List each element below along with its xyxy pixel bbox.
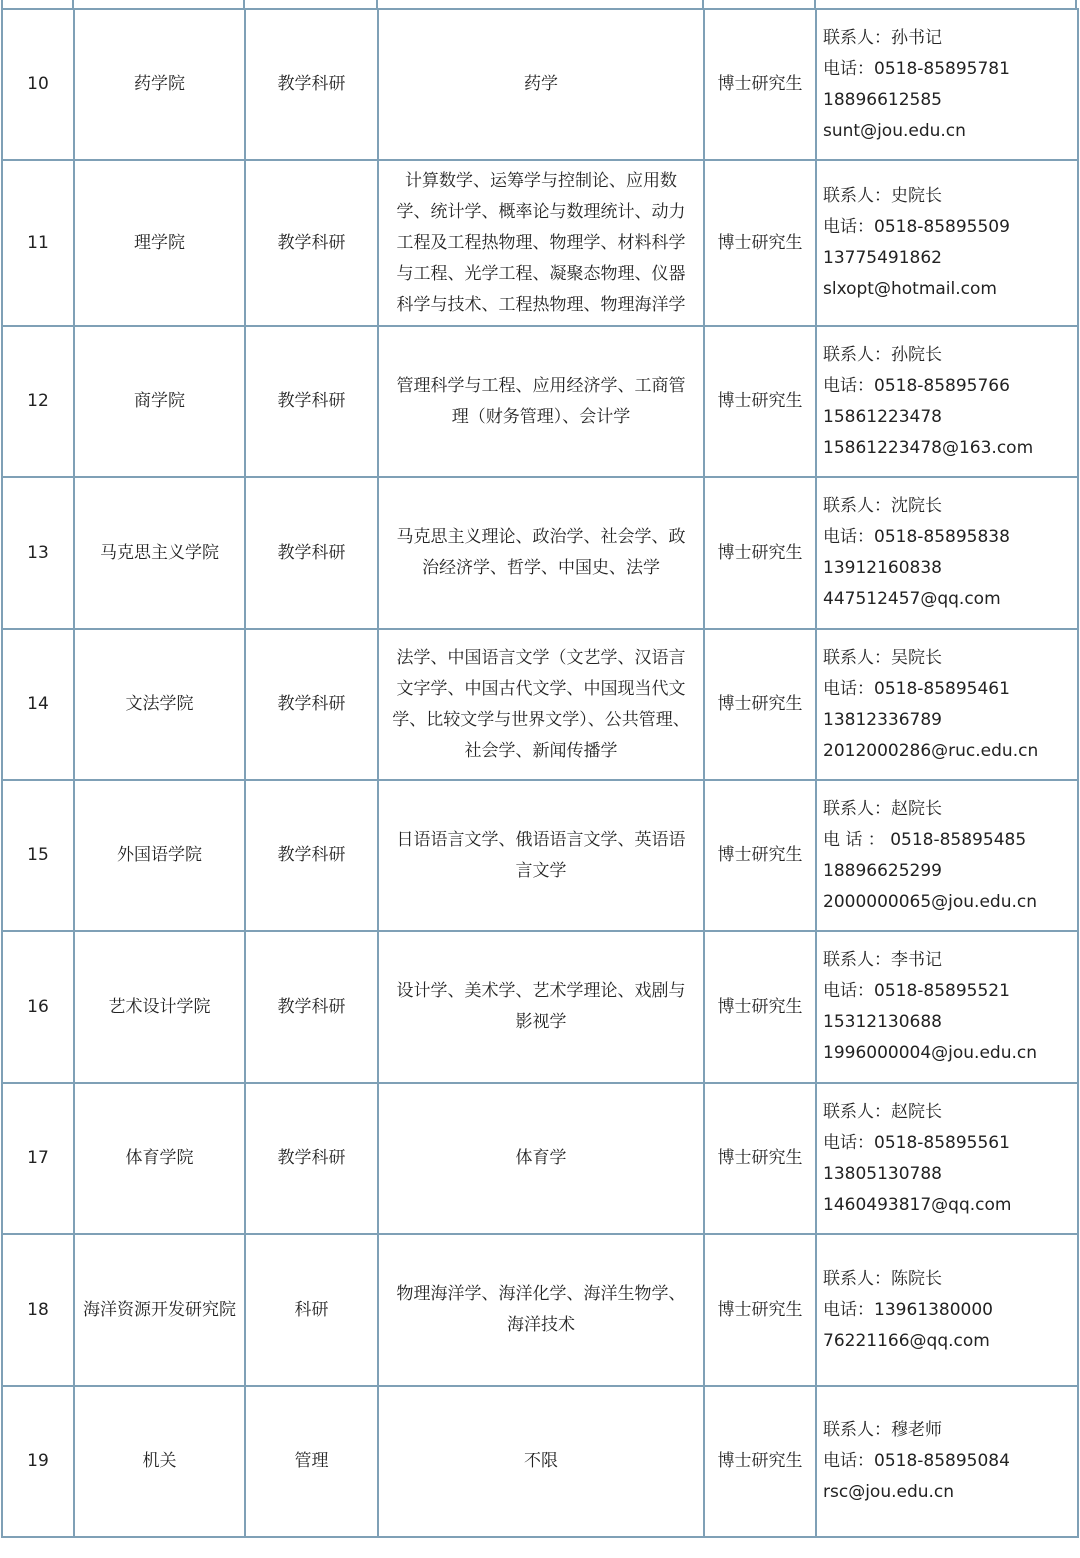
contact-person: 联系人：史院长 bbox=[823, 186, 942, 206]
table-row bbox=[2, 477, 1078, 629]
row-number: 10 bbox=[2, 9, 74, 160]
contact-person: 联系人：孙书记 bbox=[823, 27, 942, 48]
position-type: 科研 bbox=[245, 1234, 378, 1386]
contact-info bbox=[816, 9, 1078, 160]
contact-info bbox=[816, 477, 1078, 629]
contact-email[interactable]: rsc@jou.edu.cn bbox=[823, 1482, 955, 1502]
contact-person: 联系人：陈院长 bbox=[823, 1268, 942, 1289]
table-row bbox=[2, 780, 1078, 931]
unit-name: 文法学院 bbox=[74, 629, 245, 780]
row-number: 18 bbox=[2, 1234, 74, 1386]
contact-mobile: 18896625299 bbox=[823, 860, 942, 881]
major-requirements: 马克思主义理论、政治学、社会学、政治经济学、哲学、中国史、法学 bbox=[378, 477, 704, 629]
contact-email[interactable]: 447512457@qq.com bbox=[823, 589, 1001, 609]
contact-email[interactable]: slxopt@hotmail.com bbox=[823, 279, 997, 299]
contact-phone: 电话：0518-85895561 bbox=[823, 1132, 1010, 1153]
unit-name: 理学院 bbox=[74, 160, 245, 326]
contact-phone: 电 话 ： 0518-85895485 bbox=[823, 829, 1027, 850]
degree-requirement: 博士研究生 bbox=[704, 1234, 816, 1386]
contact-info bbox=[816, 160, 1078, 326]
degree-requirement: 博士研究生 bbox=[704, 1386, 816, 1537]
contact-person: 联系人：赵院长 bbox=[823, 1101, 942, 1122]
major-requirements: 设计学、美术学、艺术学理论、戏剧与影视学 bbox=[378, 931, 704, 1083]
contact-email[interactable]: 1996000004@jou.edu.cn bbox=[823, 1043, 1038, 1063]
table-row bbox=[2, 9, 1078, 160]
contact-info bbox=[816, 326, 1078, 477]
contact-info bbox=[816, 1234, 1078, 1386]
major-requirements: 不限 bbox=[378, 1386, 704, 1537]
row-number: 17 bbox=[2, 1083, 74, 1234]
contact-mobile: 13812336789 bbox=[823, 709, 942, 730]
position-type: 管理 bbox=[245, 1386, 378, 1537]
recruitment-table bbox=[1, 8, 1079, 1538]
contact-mobile: 13775491862 bbox=[823, 248, 942, 268]
degree-requirement: 博士研究生 bbox=[704, 477, 816, 629]
degree-requirement: 博士研究生 bbox=[704, 160, 816, 326]
contact-email[interactable]: 1460493817@qq.com bbox=[823, 1194, 1012, 1215]
position-type: 教学科研 bbox=[245, 477, 378, 629]
degree-requirement: 博士研究生 bbox=[704, 629, 816, 780]
unit-name: 艺术设计学院 bbox=[74, 931, 245, 1083]
unit-name: 海洋资源开发研究院 bbox=[74, 1234, 245, 1386]
contact-person: 联系人：孙院长 bbox=[823, 344, 942, 365]
contact-person: 联系人：李书记 bbox=[823, 950, 942, 970]
unit-name: 外国语学院 bbox=[74, 780, 245, 931]
degree-requirement: 博士研究生 bbox=[704, 780, 816, 931]
contact-email[interactable]: 2000000065@jou.edu.cn bbox=[823, 891, 1038, 912]
contact-email[interactable]: 15861223478@163.com bbox=[823, 437, 1034, 458]
degree-requirement: 博士研究生 bbox=[704, 9, 816, 160]
row-number: 11 bbox=[2, 160, 74, 326]
contact-info bbox=[816, 931, 1078, 1083]
row-number: 13 bbox=[2, 477, 74, 629]
contact-person: 联系人：穆老师 bbox=[823, 1420, 942, 1440]
row-number: 16 bbox=[2, 931, 74, 1083]
table-row bbox=[2, 1083, 1078, 1234]
contact-person: 联系人：赵院长 bbox=[823, 798, 942, 819]
contact-mobile: 13912160838 bbox=[823, 558, 942, 578]
contact-mobile: 15861223478 bbox=[823, 406, 942, 427]
contact-phone: 电话：0518-85895838 bbox=[823, 527, 1010, 547]
position-type: 教学科研 bbox=[245, 931, 378, 1083]
degree-requirement: 博士研究生 bbox=[704, 931, 816, 1083]
table-row bbox=[2, 1386, 1078, 1537]
contact-person: 联系人：吴院长 bbox=[823, 647, 942, 668]
row-number: 12 bbox=[2, 326, 74, 477]
contact-mobile: 18896612585 bbox=[823, 89, 942, 110]
contact-phone: 电话：0518-85895766 bbox=[823, 375, 1010, 396]
unit-name: 机关 bbox=[74, 1386, 245, 1537]
table-row bbox=[2, 1234, 1078, 1386]
unit-name: 马克思主义学院 bbox=[74, 477, 245, 629]
major-requirements: 计算数学、运筹学与控制论、应用数学、统计学、概率论与数理统计、动力工程及工程热物理、物理学、材料科学与工程、光学工程、凝聚态物理、仪器科学与技术、工程热物理、物理海洋学 bbox=[378, 160, 704, 326]
contact-phone: 电话：0518-85895084 bbox=[823, 1451, 1010, 1471]
contact-phone: 电话：0518-85895781 bbox=[823, 58, 1010, 79]
contact-email[interactable]: 2012000286@ruc.edu.cn bbox=[823, 740, 1039, 761]
contact-email[interactable]: 76221166@qq.com bbox=[823, 1330, 990, 1351]
major-requirements: 药学 bbox=[378, 9, 704, 160]
contact-phone: 电话：0518-85895521 bbox=[823, 981, 1010, 1001]
position-type: 教学科研 bbox=[245, 780, 378, 931]
unit-name: 商学院 bbox=[74, 326, 245, 477]
contact-phone: 电话：13961380000 bbox=[823, 1299, 993, 1320]
contact-info bbox=[816, 780, 1078, 931]
top-border-stub bbox=[0, 0, 1080, 8]
major-requirements: 管理科学与工程、应用经济学、工商管理（财务管理）、会计学 bbox=[378, 326, 704, 477]
table-row bbox=[2, 629, 1078, 780]
position-type: 教学科研 bbox=[245, 1083, 378, 1234]
table-row bbox=[2, 326, 1078, 477]
major-requirements: 体育学 bbox=[378, 1083, 704, 1234]
position-type: 教学科研 bbox=[245, 629, 378, 780]
unit-name: 体育学院 bbox=[74, 1083, 245, 1234]
row-number: 14 bbox=[2, 629, 74, 780]
contact-info bbox=[816, 629, 1078, 780]
major-requirements: 法学、中国语言文学（文艺学、汉语言文字学、中国古代文学、中国现当代文学、比较文学与世界文学）、公共管理、社会学、新闻传播学 bbox=[378, 629, 704, 780]
degree-requirement: 博士研究生 bbox=[704, 1083, 816, 1234]
row-number: 19 bbox=[2, 1386, 74, 1537]
row-number: 15 bbox=[2, 780, 74, 931]
position-type: 教学科研 bbox=[245, 160, 378, 326]
position-type: 教学科研 bbox=[245, 326, 378, 477]
contact-mobile: 15312130688 bbox=[823, 1012, 942, 1032]
table-row bbox=[2, 160, 1078, 326]
contact-phone: 电话：0518-85895509 bbox=[823, 217, 1010, 237]
table-body bbox=[2, 9, 1078, 1537]
contact-info bbox=[816, 1083, 1078, 1234]
degree-requirement: 博士研究生 bbox=[704, 326, 816, 477]
unit-name: 药学院 bbox=[74, 9, 245, 160]
table-row bbox=[2, 931, 1078, 1083]
contact-mobile: 13805130788 bbox=[823, 1163, 942, 1184]
major-requirements: 物理海洋学、海洋化学、海洋生物学、海洋技术 bbox=[378, 1234, 704, 1386]
contact-email[interactable]: sunt@jou.edu.cn bbox=[823, 120, 966, 141]
contact-info bbox=[816, 1386, 1078, 1537]
contact-phone: 电话：0518-85895461 bbox=[823, 678, 1010, 699]
position-type: 教学科研 bbox=[245, 9, 378, 160]
contact-person: 联系人：沈院长 bbox=[823, 496, 942, 516]
major-requirements: 日语语言文学、俄语语言文学、英语语言文学 bbox=[378, 780, 704, 931]
